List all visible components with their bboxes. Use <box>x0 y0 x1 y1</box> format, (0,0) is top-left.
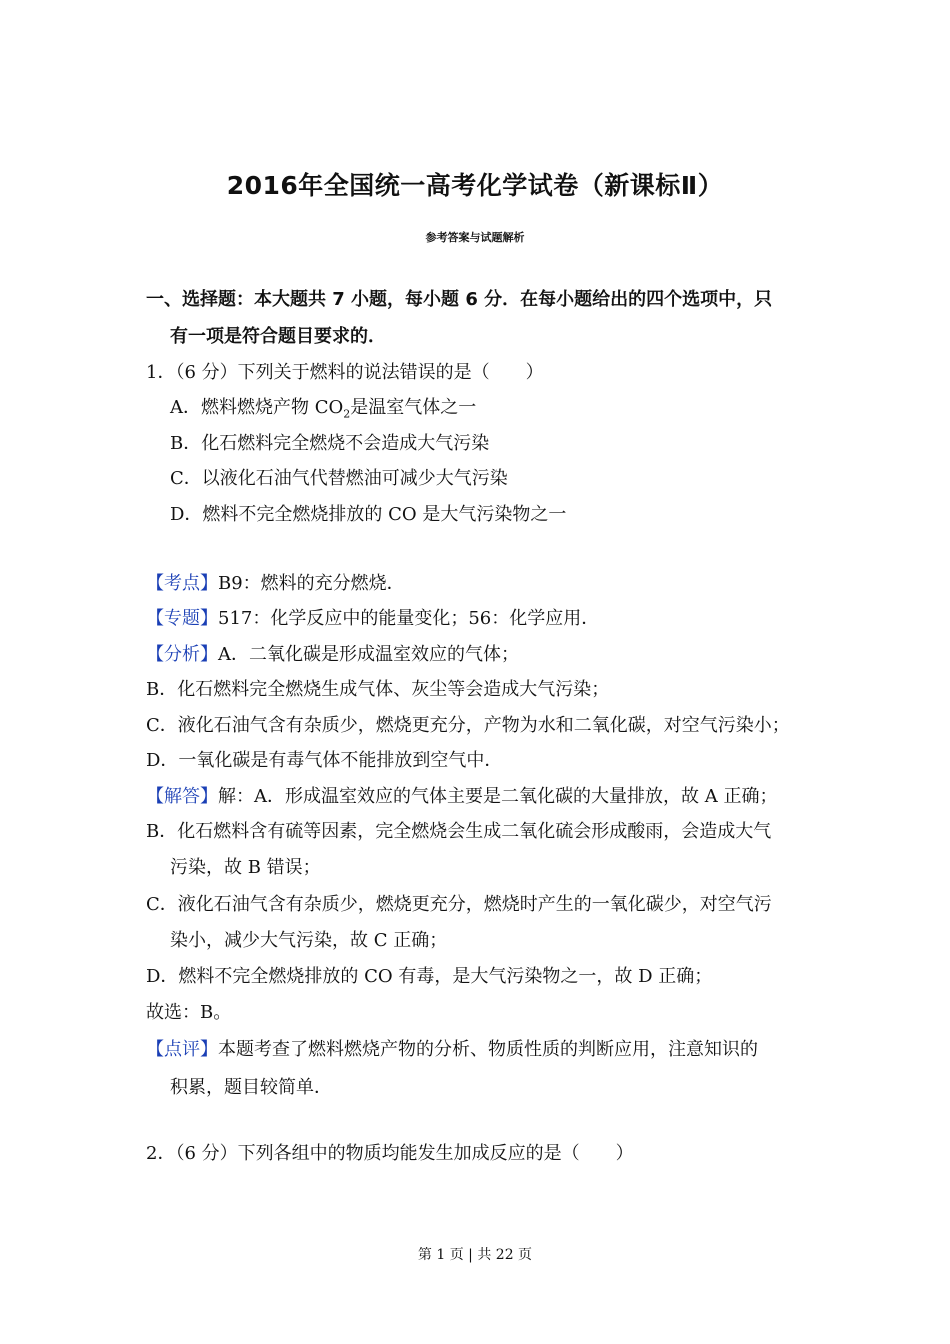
section-heading-line2: 有一项是符合题目要求的． <box>170 326 386 347</box>
fenxi-d: D．一氧化碳是有毒气体不能排放到空气中． <box>146 750 503 771</box>
section-heading-line1: 一、选择题：本大题共 7 小题，每小题 6 分．在每小题给出的四个选项中，只 <box>146 289 773 310</box>
jieda-line <box>146 785 777 809</box>
zhuanti-text: 517：化学反应中的能量变化；56：化学应用． <box>218 608 600 629</box>
dianping-tag: 【点评】 <box>146 1039 218 1060</box>
option-a-text-end: 是温室气体之一 <box>350 397 477 418</box>
question-1-option-d: D．燃料不完全燃烧排放的 CO 是大气污染物之一 <box>170 504 567 525</box>
page-subtitle: 参考答案与试题解析 <box>425 231 525 244</box>
question-2-stem: 2．（6 分）下列各组中的物质均能发生加成反应的是（ ） <box>146 1143 634 1164</box>
question-1-option-b: B．化石燃料完全燃烧不会造成大气污染 <box>170 433 490 454</box>
kaodian-tag: 【考点】 <box>146 573 218 594</box>
question-1-stem: 1．（6 分）下列关于燃料的说法错误的是（ ） <box>146 362 544 383</box>
option-a-text: A．燃料燃烧产物 CO <box>170 397 344 418</box>
fenxi-text: A．二氧化碳是形成温室效应的气体； <box>218 644 519 665</box>
jieda-c-line2: 染小，减少大气污染，故 C 正确； <box>170 930 448 951</box>
jieda-c-line1: C．液化石油气含有杂质少，燃烧更充分，燃烧时产生的一氧化碳少，对空气污 <box>146 894 772 915</box>
kaodian-line <box>146 572 405 596</box>
kaodian-text: B9：燃料的充分燃烧． <box>218 573 405 594</box>
question-1-option-c: C．以液化石油气代替燃油可减少大气污染 <box>170 468 508 489</box>
dianping-text: 本题考查了燃料燃烧产物的分析、物质性质的判断应用，注意知识的 <box>218 1039 758 1060</box>
fenxi-tag: 【分析】 <box>146 644 218 665</box>
jieda-d: D．燃料不完全燃烧排放的 CO 有毒，是大气污染物之一，故 D 正确； <box>146 966 713 987</box>
fenxi-line <box>146 643 519 667</box>
answer-choice: 故选：B。 <box>146 1002 232 1023</box>
dianping-line <box>146 1038 758 1062</box>
page-title: 2016年全国统一高考化学试卷（新课标Ⅱ） <box>226 171 724 200</box>
jieda-tag: 【解答】 <box>146 786 218 807</box>
zhuanti-tag: 【专题】 <box>146 608 218 629</box>
jieda-b-line2: 污染，故 B 错误； <box>170 857 321 878</box>
fenxi-c: C．液化石油气含有杂质少，燃烧更充分，产物为水和二氧化碳，对空气污染小； <box>146 715 790 736</box>
zhuanti-line <box>146 607 599 631</box>
fenxi-b: B．化石燃料完全燃烧生成气体、灰尘等会造成大气污染； <box>146 679 610 700</box>
jieda-b-line1: B．化石燃料含有硫等因素，完全燃烧会生成二氧化硫会形成酸雨，会造成大气 <box>146 821 772 842</box>
question-1-option-a <box>170 396 476 427</box>
dianping-line2: 积累，题目较简单． <box>170 1077 332 1098</box>
jieda-text: 解：A．形成温室效应的气体主要是二氧化碳的大量排放，故 A 正确； <box>218 786 778 807</box>
option-a-subscript: 2 <box>343 407 351 421</box>
page-footer: 第 1 页 | 共 22 页 <box>417 1247 533 1263</box>
